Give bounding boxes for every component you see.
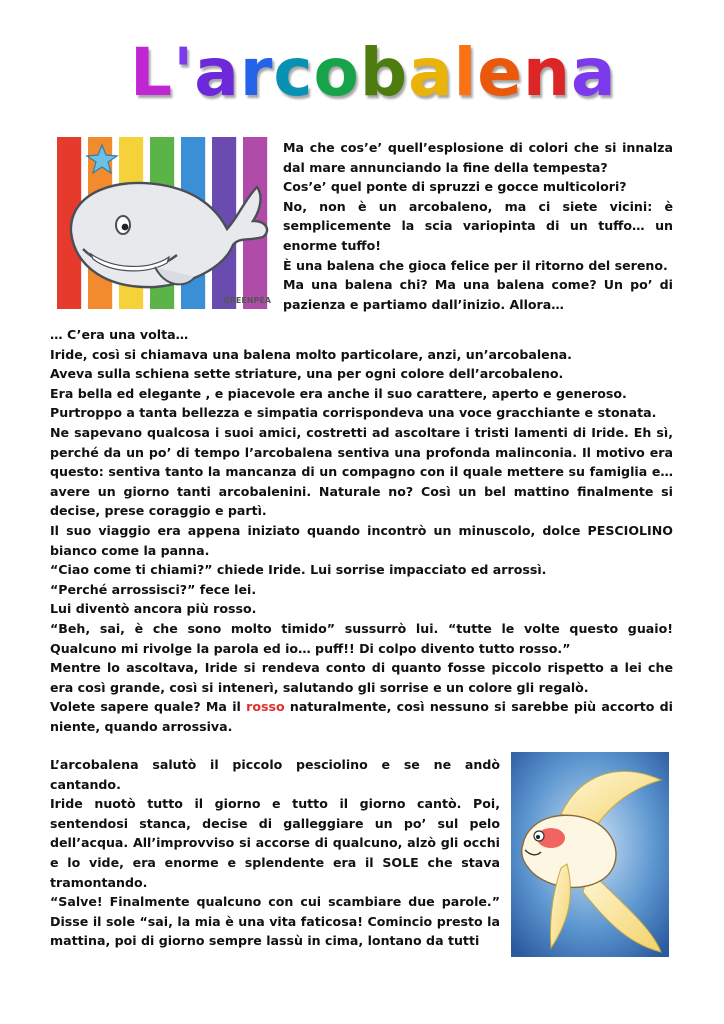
main-text (50, 325, 673, 736)
title-letter: c (273, 34, 314, 111)
story-paragraph: “Perché arrossisci?” fece lei. (50, 581, 257, 597)
title-letter: n (523, 34, 572, 111)
side-text (50, 755, 500, 951)
story-paragraph: … C’era una volta… (50, 327, 189, 342)
highlighted-word: rosso (246, 699, 285, 715)
whale-pupil (122, 224, 129, 231)
story-paragraph: “Salve! Finalmente qualcuno con cui scambiare due parole.” Disse il sole “sai, la mia è una vita faticosa! Comincio presto la mattina, poi di giorno sempre lassù in cima, lontano da tutti (50, 894, 500, 949)
intro-paragraph: Ma che cos’e’ quell’esplosione di colori che si innalza dal mare annunciando la fine della tempesta? (283, 140, 673, 175)
red-sentence-start: Volete sapere quale? Ma il (50, 699, 247, 715)
whale-illustration-icon (57, 137, 274, 309)
story-paragraph: Era bella ed elegante , e piacevole era anche il suo carattere, aperto e generoso. (50, 385, 627, 401)
story-paragraph: Mentre lo ascoltava, Iride si rendeva conto di quanto fosse piccolo rispetto a lei che era così grande, così si intenerì, salutando gli sorrise e un colore gli regalò. (50, 660, 673, 695)
fish-pupil (536, 835, 540, 839)
title-letter: o (313, 34, 360, 111)
title-letter: r (239, 34, 274, 111)
story-paragraph: Iride nuotò tutto il giorno e tutto il giorno cantò. Poi, sentendosi stanca, decise di galleggiare un po’ sul pelo dell’acqua. All’improvviso si accorse di qualcuno, alzò gli occhi e lo vide, era enorme e splendente era il SOLE che stava tramontando. (50, 796, 500, 890)
story-paragraph: Il suo viaggio era appena iniziato quando incontrò un minuscolo, dolce PESCIOLINO bianco come la panna. (50, 522, 673, 558)
red-sentence (50, 697, 673, 736)
title-letter: l (453, 34, 478, 111)
story-paragraph: Iride, così si chiamava una balena molto particolare, anzi, un’arcobalena. (50, 346, 572, 362)
intro-text (283, 138, 673, 314)
title-letter: b (359, 34, 409, 111)
title-letter: a (408, 34, 454, 111)
story-paragraph: L’arcobalena salutò il piccolo pesciolino e se ne andò cantando. (50, 757, 500, 792)
story-paragraph: Aveva sulla schiena sette striature, una per ogni colore dell’arcobaleno. (50, 366, 564, 382)
title-letter: e (477, 34, 524, 111)
red-sentence-end: naturalmente, così nessuno si sarebbe più accorto di niente, quando arrossiva. (50, 699, 673, 734)
intro-paragraph: Ma una balena chi? Ma una balena come? Un po’ di pazienza e partiamo dall’inizio. Allora… (283, 277, 673, 312)
page-title (130, 28, 617, 118)
title-letter: a (194, 34, 240, 111)
image-credit: GREENPEA (223, 296, 271, 305)
story-paragraph: Purtroppo a tanta bellezza e simpatia corrispondeva una voce gracchiante e stonata. (50, 405, 657, 421)
story-paragraph: Lui diventò ancora più rosso. (50, 601, 257, 617)
title-letter: L (130, 34, 174, 111)
intro-paragraph: No, non è un arcobaleno, ma ci siete vicini: è semplicemente la scia variopinta di un tuffo… un enorme tuffo! (283, 198, 673, 253)
story-paragraph: Ne sapevano qualcosa i suoi amici, costretti ad ascoltare i tristi lamenti di Iride. Eh sì, perché da un po’ di tempo l’arcobalena sentiva una profonda malinconia. Il motivo era questo: sentiva tanto la mancanza di un compagno con il quale mettere su famiglia e… avere un giorno tanti arcobalenini. Naturale no? Così un bel mattino finalmente si decise, prese coraggio e partì. (50, 424, 673, 519)
story-paragraph: “Beh, sai, è che sono molto timido” sussurrò lui. “tutte le volte questo guaio! Qualcuno mi rivolge la parola ed io… puff!! Di colpo divento tutto rosso.” (50, 620, 673, 656)
title-letter: ' (173, 34, 195, 111)
title-letter: a (571, 34, 617, 111)
intro-paragraph: Cos’e’ quel ponte di spruzzi e gocce multicolori? (283, 179, 627, 195)
story-paragraph: “Ciao come ti chiami?” chiede Iride. Lui sorrise impacciato ed arrossì. (50, 562, 547, 578)
intro-paragraph: È una balena che gioca felice per il ritorno del sereno. (283, 257, 668, 273)
fish-illustration-icon (511, 752, 669, 957)
